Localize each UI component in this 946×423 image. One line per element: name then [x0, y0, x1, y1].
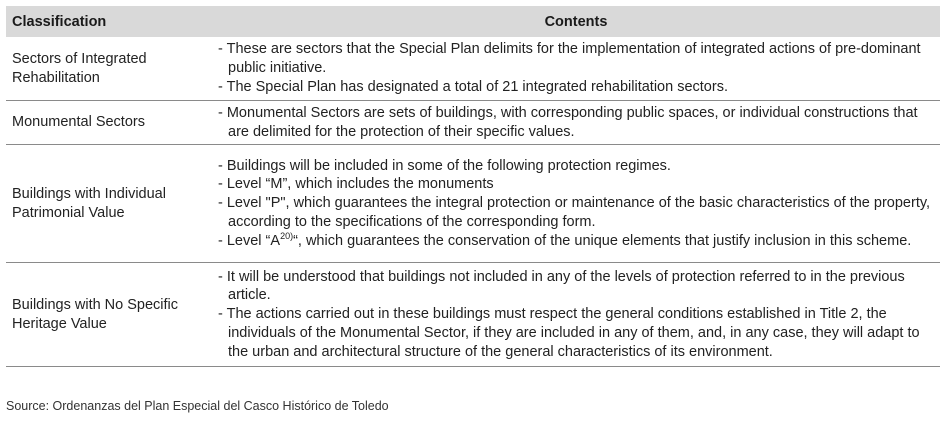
- level-a-prefix: - Level “A: [218, 232, 281, 249]
- table-row: [6, 37, 940, 101]
- row-classification: Monumental Sectors: [6, 101, 212, 145]
- row-classification: Buildings with Individual Patrimonial Value: [6, 145, 212, 263]
- row-classification: Sectors of Integrated Rehabilitation: [6, 37, 212, 101]
- content-item: - The actions carried out in these buildings must respect the general conditions established in Title 2, the individuals of the Monumental Sector, if they are included in any of them, and, in any case, they will adapt to the urban and architectural structure of the general characteristics of its environment.: [218, 306, 920, 360]
- content-item: - The Special Plan has designated a total of 21 integrated rehabilitation sectors.: [218, 78, 728, 95]
- classification-table: [6, 6, 940, 367]
- table-header-row: [6, 6, 940, 37]
- row-contents: [212, 263, 940, 367]
- source-note: Source: Ordenanzas del Plan Especial del Casco Histórico de Toledo: [6, 399, 389, 413]
- table-row: [6, 263, 940, 367]
- content-item: - Level "P", which guarantees the integral protection or maintenance of the basic characteristics of the property, according to the specifications of the corresponding form.: [218, 195, 931, 230]
- level-a-suffix: “, which guarantees the conservation of the unique elements that justify inclusion in this scheme.: [293, 232, 912, 249]
- table-row: [6, 145, 940, 263]
- content-item: - Monumental Sectors are sets of buildings, with corresponding public spaces, or individual constructions that are delimited for the protection of their specific values.: [218, 104, 918, 140]
- content-item: - It will be understood that buildings not included in any of the levels of protection referred to in the previous article.: [218, 268, 905, 304]
- content-item: - Buildings will be included in some of the following protection regimes.: [218, 157, 671, 174]
- row-classification: Buildings with No Specific Heritage Value: [6, 263, 212, 367]
- content-item-level-a: [218, 232, 934, 251]
- row-contents: [212, 37, 940, 101]
- row-contents: [212, 145, 940, 263]
- row-contents: [212, 101, 940, 145]
- content-item: - Level “M”, which includes the monuments: [218, 176, 494, 193]
- header-contents: Contents: [212, 6, 940, 37]
- footnote-superscript: 20): [280, 230, 294, 241]
- header-classification: Classification: [6, 6, 212, 37]
- table-row: [6, 101, 940, 145]
- content-item: - These are sectors that the Special Plan delimits for the implementation of integrated actions of pre-dominant public initiative.: [218, 41, 921, 77]
